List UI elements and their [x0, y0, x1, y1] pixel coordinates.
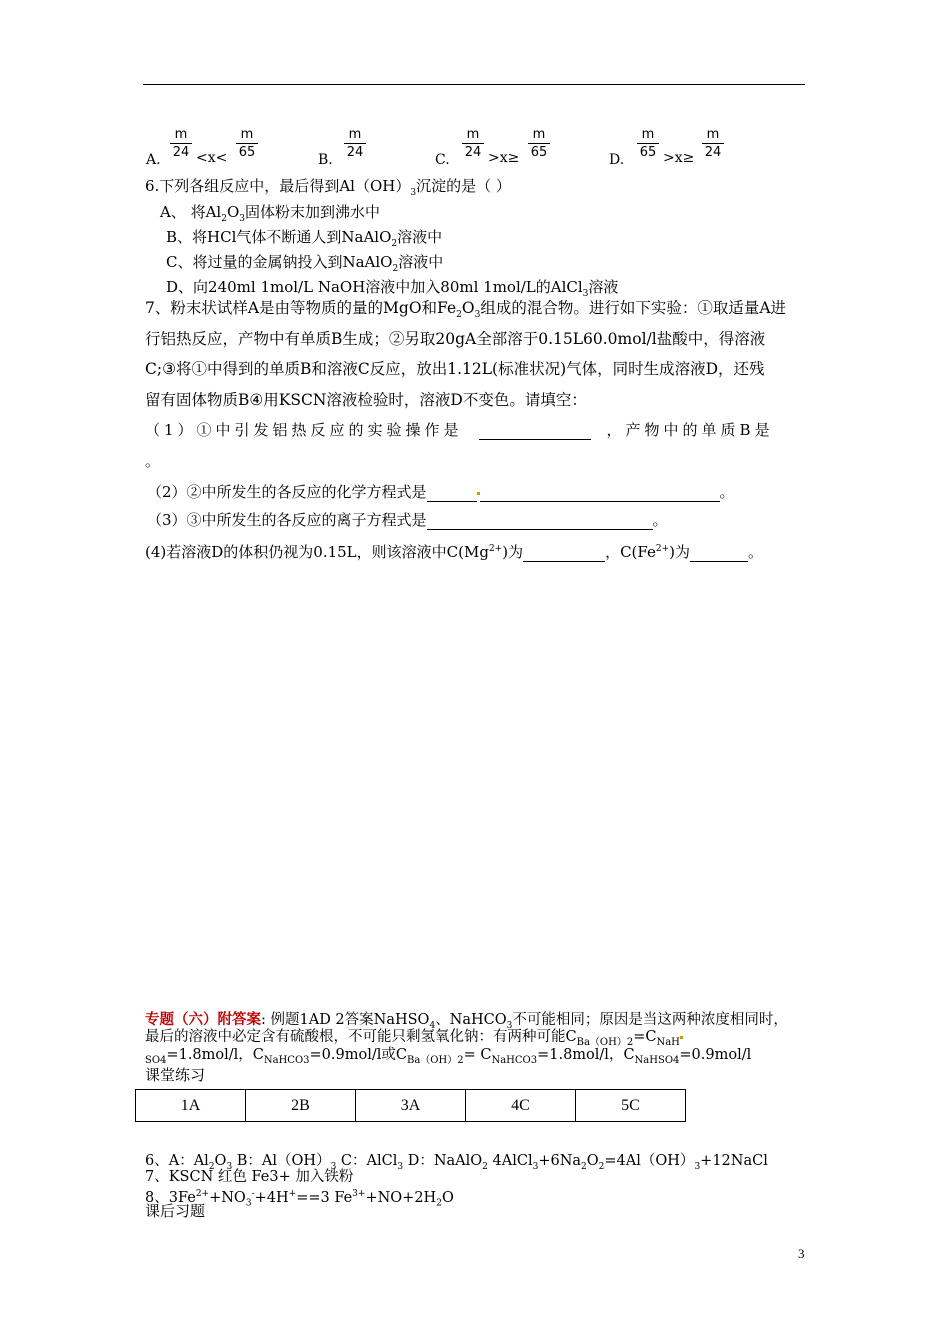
question-7-part-1: （1）①中引发铝热反应的实验操作是 ，产物中的单质B是: [145, 421, 774, 439]
relation-a: <x<: [196, 150, 228, 166]
relation-d: >x≥: [663, 150, 695, 166]
fraction-m-24: m 24: [170, 127, 192, 160]
answers-title: 专题（六）附答案: [145, 1012, 261, 1028]
option-d-label: D.: [609, 152, 625, 168]
practice-heading: 课堂练习: [145, 1066, 206, 1084]
option-a-label: A.: [146, 152, 161, 168]
fraction-m-24: m 24: [702, 127, 724, 160]
question-7-line-3: C;③将①中得到的单质B和溶液C反应，放出1.12L(标准状况)气体，同时生成溶液D，还残: [145, 360, 765, 378]
answer-blank[interactable]: [480, 485, 720, 502]
question-7-part-4: (4)若溶液D的体积仍视为0.15L，则该溶液中$C(Mg^{2+})$为 ，$C(Fe^{2+})$为 。: [145, 543, 764, 561]
answers-line-2: 最后的溶液中必定含有硫酸根，不可能只剩氢氧化钠：有两种可能$C_{Ba(OH)2}=C_{NaH}$: [145, 1027, 683, 1053]
question-6-option-b: B、将HCl气体不断通人到NaAlO$_2$溶液中: [166, 228, 443, 249]
header-rule: [143, 84, 805, 85]
fraction-m-24: m 24: [462, 127, 484, 160]
fraction-m-65: m 65: [236, 127, 258, 160]
question-7-part-3: （3）③中所发生的各反应的离子方程式是 。: [147, 511, 668, 529]
answer-7: 7、KSCN 红色 Fe3+ 加入铁粉: [145, 1169, 354, 1185]
fraction-m-24: m 24: [344, 127, 366, 160]
option-b-label: B.: [318, 152, 333, 168]
answers-line-3: $_{SO4}$=1.8mol/l，$C_{NaHCO3}=0.9mol/l$或$C_{Ba(OH)2}= C_{NaHCO3}=1.8mol/l$，$C_{NaHSO4}=0.9mol/l$: [145, 1047, 752, 1066]
fraction-m-65: m 65: [637, 127, 659, 160]
question-6-stem: 6.下列各组反应中，最后得到$Al(OH)_3$沉淀的是（ ）: [145, 177, 511, 198]
table-cell: 1A: [136, 1090, 246, 1122]
answer-blank[interactable]: [427, 513, 653, 530]
question-7-line-2: 行铝热反应，产物中有单质B生成；②另取20gA全部溶于0.15L60.0mol/l盐酸中，得溶液: [145, 330, 766, 348]
answer-blank[interactable]: [523, 545, 605, 562]
question-6-option-a: A、 将$Al_2O_3$固体粉末加到沸水中: [160, 203, 381, 224]
answer-blank[interactable]: [479, 423, 591, 440]
table-cell: 5C: [576, 1090, 686, 1122]
table-cell: 4C: [466, 1090, 576, 1122]
relation-c: >x≥: [488, 150, 520, 166]
page-number: 3: [798, 1246, 805, 1261]
option-c-label: C.: [435, 152, 450, 168]
fraction-m-65: m 65: [528, 127, 550, 160]
answer-blank[interactable]: [427, 485, 477, 502]
question-6-option-d: D、向240ml 1mol/L NaOH溶液中加入80ml 1mol/L的AlCl$_3$溶液: [166, 278, 619, 299]
answers-line-1: 专题（六）附答案: 例题1AD 2答案NaHSO$_4$、NaHCO$_3$不可能相同；原因是当这两种浓度相同时，: [145, 1012, 788, 1031]
homework-heading: 课后习题: [145, 1202, 206, 1220]
question-7-part-1-end: 。: [145, 452, 161, 470]
question-7-part-2: （2）②中所发生的各反应的化学方程式是 。: [147, 483, 735, 501]
answer-blank[interactable]: [690, 545, 748, 562]
table-row: [136, 1090, 686, 1122]
question-7-line-1: 7、粉末状试样A是由等物质的量的MgO和$Fe_2O_3$组成的混合物。进行如下实验：①取适量A进: [145, 299, 787, 321]
question-7-line-4: 留有固体物质B④用KSCN溶液检验时，溶液D不变色。请填空：: [145, 391, 587, 409]
table-cell: 3A: [356, 1090, 466, 1122]
answer-8: 8、$3Fe^{2+}+NO_3^-+4H^+==3$ $Fe^{3+}+NO+2H_2O$: [145, 1189, 454, 1209]
answers-table: [135, 1089, 686, 1122]
question-6-option-c: C、将过量的金属钠投入到NaAlO$_2$溶液中: [166, 253, 444, 274]
answer-6: 6、A：$Al_2O_3$ B：$Al(OH)_3$ C：AlCl$_3$ D：NaAlO$_2$ $4AlCl_3+6Na_2O_2=4Al(OH)_3+12NaCl$: [145, 1153, 768, 1172]
table-cell: 2B: [246, 1090, 356, 1122]
